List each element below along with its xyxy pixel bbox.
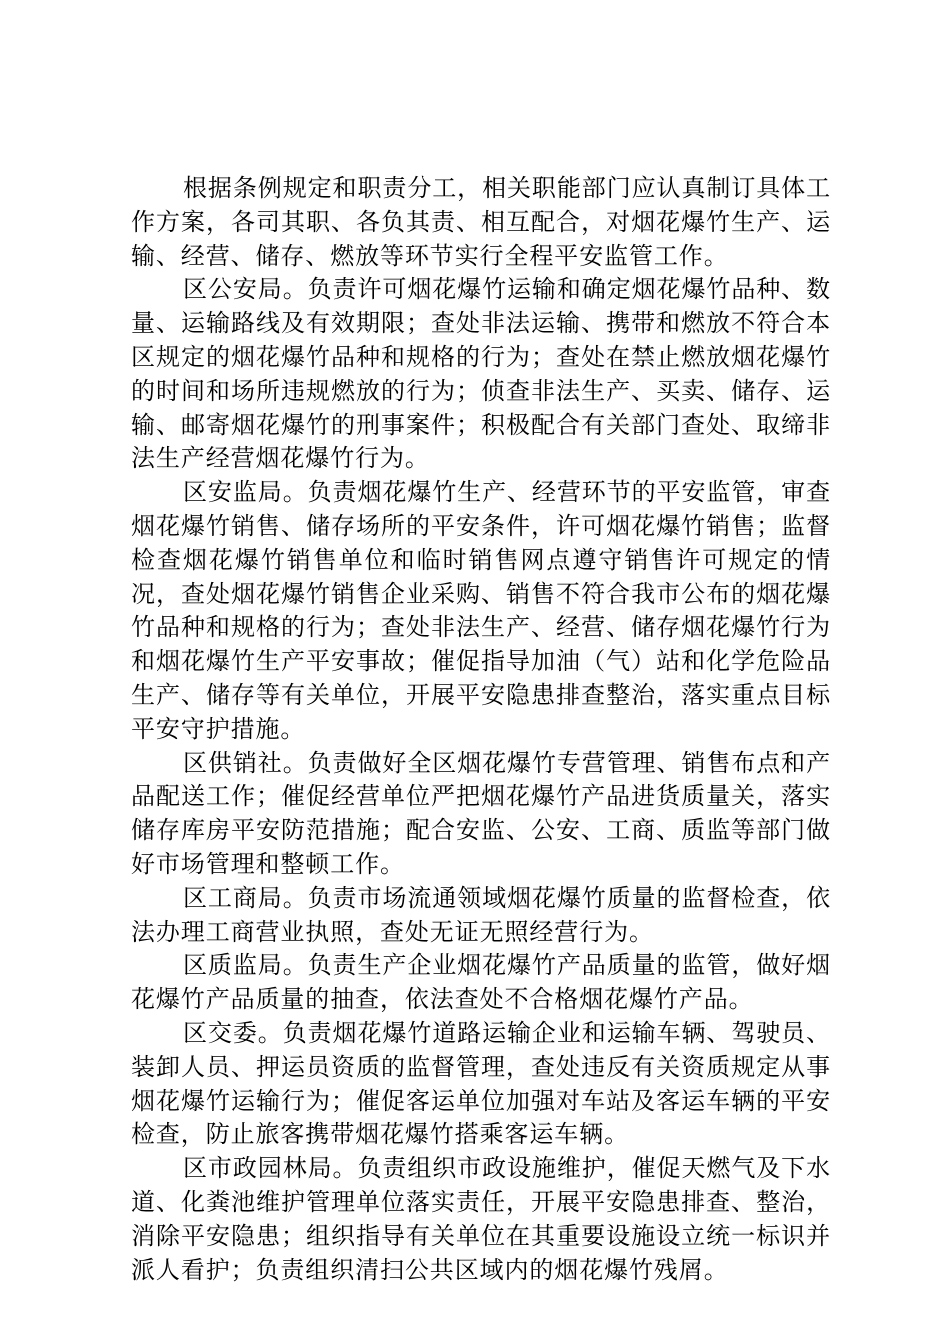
paragraph-intro: 根据条例规定和职责分工，相关职能部门应认真制订具体工作方案，各司其职、各负其责、相互配合，对烟花爆竹生产、运输、经营、储存、燃放等环节实行全程平安监管工作。 bbox=[131, 174, 831, 270]
paragraph-quality-supervision: 区质监局。负责生产企业烟花爆竹产品质量的监管，做好烟花爆竹产品质量的抽查，依法查处不合格烟花爆竹产品。 bbox=[131, 951, 831, 1014]
paragraph-municipal-gardens: 区市政园林局。负责组织市政设施维护，催促天燃气及下水道、化粪池维护管理单位落实责任，开展平安隐患排查、整治，消除平安隐患；组织指导有关单位在其重要设施设立统一标识并派人看护；负责组织清扫公共区域内的烟花爆竹残屑。 bbox=[131, 1154, 831, 1284]
paragraph-safety-supervision: 区安监局。负责烟花爆竹生产、经营环节的平安监管，审查烟花爆竹销售、储存场所的平安条件，许可烟花爆竹销售；监督检查烟花爆竹销售单位和临时销售网点遵守销售许可规定的情况，查处烟花爆竹销售企业采购、销售不符合我市公布的烟花爆竹品种和规格的行为；查处非法生产、经营、储存烟花爆竹行为和烟花爆竹生产平安事故；催促指导加油（气）站和化学危险品生产、储存等有关单位，开展平安隐患排查整治，落实重点目标平安守护措施。 bbox=[131, 478, 831, 743]
paragraph-industry-commerce: 区工商局。负责市场流通领域烟花爆竹质量的监督检查，依法办理工商营业执照，查处无证无照经营行为。 bbox=[131, 883, 831, 946]
paragraph-public-security: 区公安局。负责许可烟花爆竹运输和确定烟花爆竹品种、数量、运输路线及有效期限；查处非法运输、携带和燃放不符合本区规定的烟花爆竹品种和规格的行为；查处在禁止燃放烟花爆竹的时间和场所违规燃放的行为；侦查非法生产、买卖、储存、运输、邮寄烟花爆竹的刑事案件；积极配合有关部门查处、取缔非法生产经营烟花爆竹行为。 bbox=[131, 275, 831, 473]
paragraph-transport: 区交委。负责烟花爆竹道路运输企业和运输车辆、驾驶员、装卸人员、押运员资质的监督管理，查处违反有关资质规定从事烟花爆竹运输行为；催促客运单位加强对车站及客运车辆的平安检查，防止旅客携带烟花爆竹搭乘客运车辆。 bbox=[131, 1018, 831, 1149]
paragraph-supply-marketing: 区供销社。负责做好全区烟花爆竹专营管理、销售布点和产品配送工作；催促经营单位严把烟花爆竹产品进货质量关，落实储存库房平安防范措施；配合安监、公安、工商、质监等部门做好市场管理和整顿工作。 bbox=[131, 748, 831, 878]
document-body bbox=[131, 172, 831, 1287]
